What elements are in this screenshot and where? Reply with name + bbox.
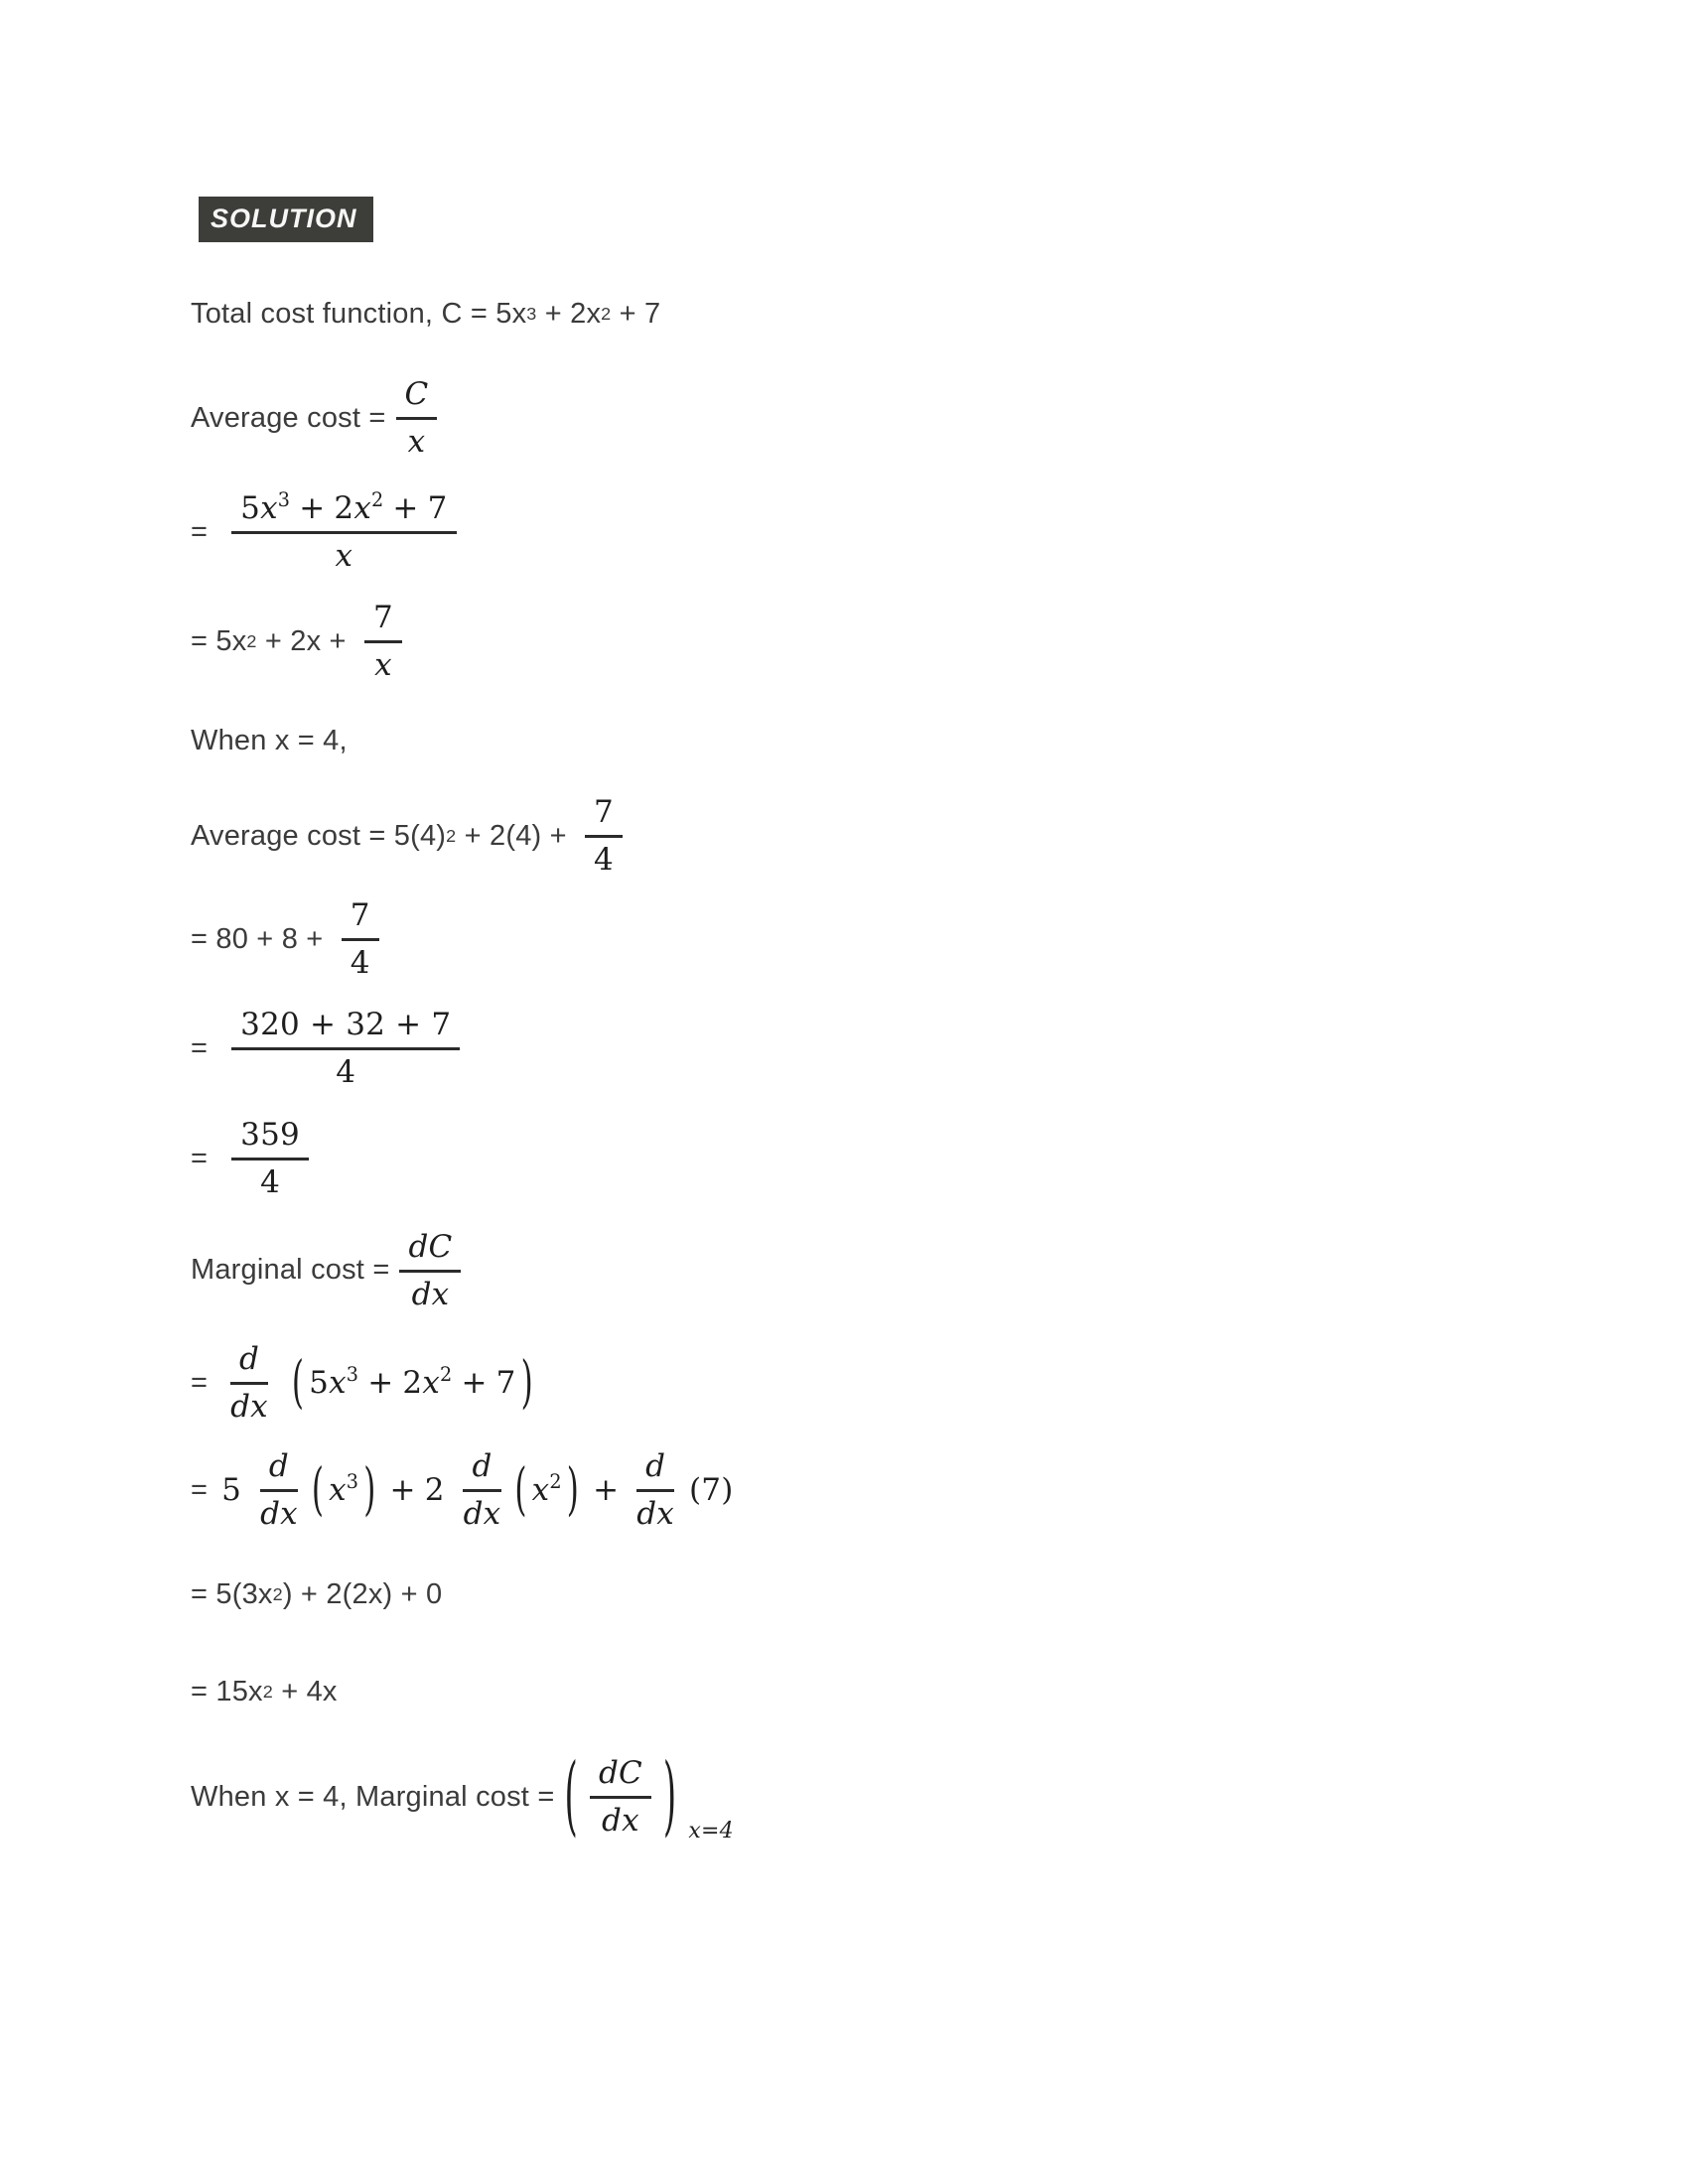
denominator: 4 [350,945,370,981]
term-constant-7: (7) [689,1472,734,1508]
exponent-2: 2 [246,630,257,651]
polynomial-in-parens: ( $5x^3 + 2x^2 + 7$ ) [291,1349,533,1417]
exponent-2: 2 [446,825,457,846]
plus-sign: + [593,1472,620,1508]
fraction-7-over-x [364,600,402,683]
fraction-polynomial-over-x [231,490,456,574]
fraction-320-32-7-over-4 [231,1007,460,1090]
big-left-paren: ( [564,1746,578,1847]
fraction-C-over-x [396,376,438,460]
coefficient-2: 2 [424,1472,445,1508]
line-sum-result [191,1104,1628,1213]
denominator: dx [602,1803,639,1839]
denominator: 4 [260,1164,280,1200]
equals-sign: = [191,515,209,548]
right-paren: ) [566,1456,580,1524]
exponent-2: 2 [272,1583,283,1604]
line-when-x-equals-4: When x = 4, [191,724,348,756]
line-marginal-cost-at-4: When x = 4, Marginal cost = ( $\frac{dC}{dx}$ ) x=4 [191,1746,734,1847]
numerator: 7 [585,794,623,838]
equals-sign: = [191,1473,209,1506]
fraction-7-over-4 [342,897,379,981]
total-cost-text: Total cost function, C = 5x [191,297,527,330]
fraction-dC-over-dx [590,1755,651,1839]
equals-sign: = [191,1142,209,1174]
exponent-3: 3 [526,303,537,324]
fraction-d-over-dx [221,1341,277,1425]
coefficient-5: 5 [221,1472,242,1508]
term-x-cubed: ( $x^3$ ) [311,1456,376,1524]
line-sum-step-2 [191,993,1628,1104]
numerator: $5x^3 + 2x^2 + 7$ [231,490,456,534]
line-average-cost-expanded [191,477,1628,588]
fraction-dC-over-dx [399,1229,461,1312]
term-x-squared: ( $x^2$ ) [514,1456,580,1524]
fraction-7-over-4 [585,794,623,878]
left-paren: ( [311,1456,325,1524]
line-total-cost-function: Total cost function, C = 5x 3 + 2x 2 + 7 [191,297,661,330]
numerator: 359 [231,1117,309,1160]
fraction-d-over-dx: $\frac{d}{dx}$ [636,1448,674,1532]
solution-badge: SOLUTION [199,197,373,242]
exponent-2: 2 [262,1681,273,1702]
numerator: 7 [364,600,402,643]
denominator: dx [230,1389,268,1425]
right-paren: ) [363,1456,376,1524]
marginal-cost-label: Marginal cost = [191,1254,390,1286]
denominator: dx [411,1276,450,1312]
right-paren: ) [520,1349,533,1417]
line-derivative-setup [191,1327,1628,1438]
exponent-2: 2 [601,303,612,324]
evaluation-subscript: x=4 [688,1818,734,1843]
numerator: 320 + 32 + 7 [231,1007,460,1050]
line-average-cost-definition [191,359,1628,477]
big-right-paren: ) [662,1746,677,1847]
numerator: d [230,1341,268,1385]
equals-sign: = [191,1031,209,1064]
fraction-359-over-4 [231,1117,309,1200]
line-marginal-cost-result: = 15x 2 + 4x [191,1675,338,1707]
equals-sign: = [191,1366,209,1399]
denominator: x [374,647,392,683]
numerator: C [396,376,438,420]
numerator: dC [590,1755,651,1799]
line-sum-step-1: = 80 + 8 + $\frac{7}{4}$ [191,886,1628,993]
numerator: dC [399,1229,461,1273]
denominator: x [335,538,353,574]
denominator: 4 [336,1054,356,1090]
average-cost-label: Average cost = [191,401,386,434]
fraction-d-over-dx: $\frac{d}{dx}$ [260,1448,298,1532]
denominator: x [407,424,426,460]
line-derivative-evaluated: = 5(3x 2 ) + 2(2x) + 0 [191,1577,443,1610]
line-average-cost-simplified: = 5x 2 + 2x + $\frac{7}{x}$ [191,588,1628,695]
line-average-cost-at-4: Average cost = 5(4) 2 + 2(4) + $\frac{7}{4}$ [191,786,1628,886]
denominator: 4 [594,842,614,878]
line-marginal-cost-definition [191,1213,1628,1327]
plus-sign: + [389,1472,416,1508]
fraction-d-over-dx: $\frac{d}{dx}$ [463,1448,501,1532]
left-paren: ( [291,1349,305,1417]
left-paren: ( [514,1456,527,1524]
line-derivative-term-by-term [191,1438,1628,1542]
numerator: 7 [342,897,379,941]
